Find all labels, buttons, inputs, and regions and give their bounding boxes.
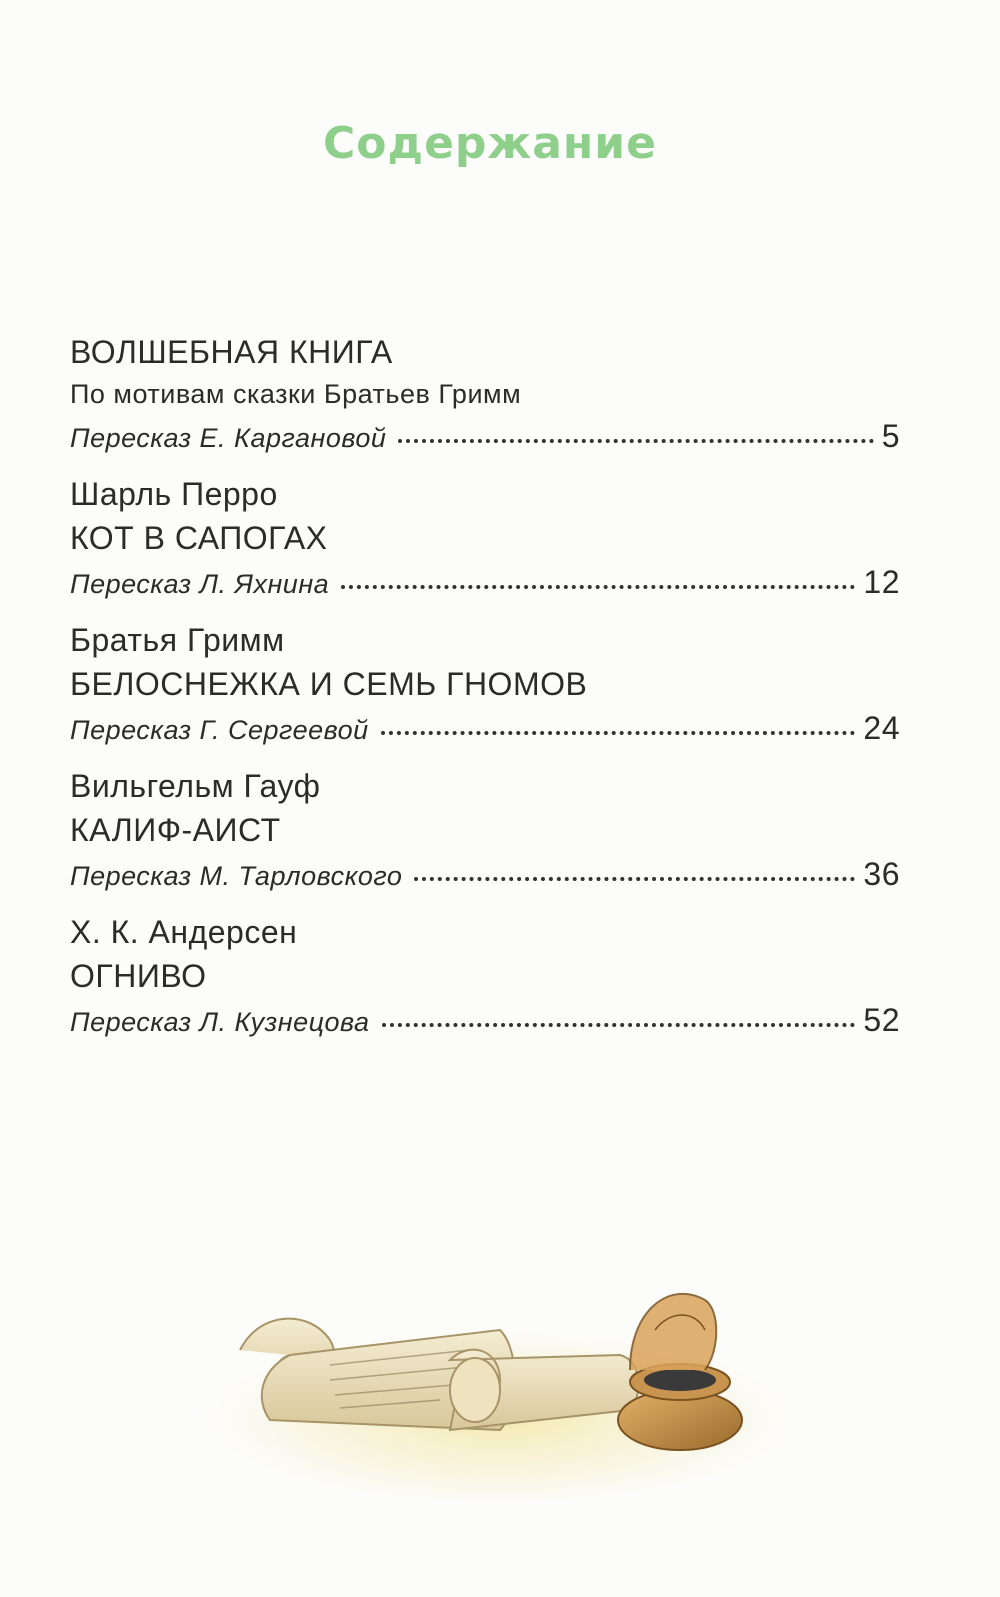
entry-page-number: 12 <box>863 564 900 600</box>
entry-author: Вильгельм Гауф <box>70 768 321 804</box>
entry-retelling-row <box>70 706 900 752</box>
entry-retelling: Пересказ Л. Яхнина <box>70 569 330 599</box>
toc-entry-tinderbox <box>70 910 900 1044</box>
entry-retelling: Пересказ Л. Кузнецова <box>70 1007 370 1037</box>
toc-entry-snow-white <box>70 618 900 752</box>
table-of-contents <box>70 330 900 1044</box>
dot-leader <box>398 439 873 443</box>
entry-retelling-row <box>70 560 900 606</box>
entry-retelling-row <box>70 414 900 460</box>
entry-retelling-row <box>70 998 900 1044</box>
entry-title: ВОЛШЕБНАЯ КНИГА <box>70 334 393 370</box>
dot-leader <box>382 1023 856 1027</box>
toc-entry-puss-in-boots <box>70 472 900 606</box>
entry-author: Шарль Перро <box>70 476 278 512</box>
entry-retelling: Пересказ М. Тарловского <box>70 861 403 891</box>
entry-page-number: 5 <box>881 418 900 454</box>
toc-entry-magic-book <box>70 330 900 460</box>
entry-author: Х. К. Андерсен <box>70 914 298 950</box>
entry-page-number: 36 <box>863 856 900 892</box>
contents-heading: Содержание <box>323 118 657 169</box>
dot-leader <box>341 585 855 589</box>
entry-retelling: Пересказ Г. Сергеевой <box>70 715 369 745</box>
entry-subtitle: По мотивам сказки Братьев Гримм <box>70 379 522 409</box>
scroll-and-inkwell-icon <box>200 1270 800 1500</box>
entry-retelling-row <box>70 852 900 898</box>
entry-title: КАЛИФ-АИСТ <box>70 812 281 848</box>
entry-title: ОГНИВО <box>70 958 207 994</box>
toc-entry-caliph-stork <box>70 764 900 898</box>
entry-retelling: Пересказ Е. Каргановой <box>70 423 387 453</box>
entry-author: Братья Гримм <box>70 622 285 658</box>
dot-leader <box>414 877 855 881</box>
entry-page-number: 24 <box>863 710 900 746</box>
entry-title: КОТ В САПОГАХ <box>70 520 328 556</box>
entry-title: БЕЛОСНЕЖКА И СЕМЬ ГНОМОВ <box>70 666 588 702</box>
dot-leader <box>381 731 856 735</box>
entry-page-number: 52 <box>863 1002 900 1038</box>
